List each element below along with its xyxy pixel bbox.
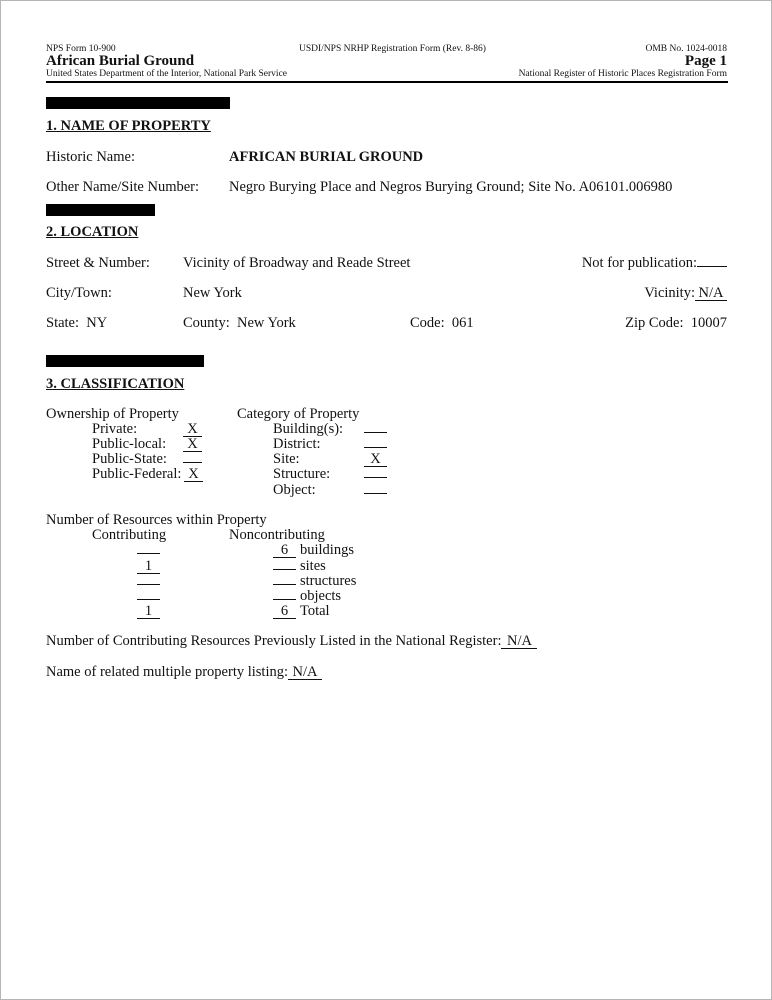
ownership-mark-private: X [183, 423, 202, 437]
not-for-publication-label: Not for publication: [581, 255, 697, 271]
contributing-header: Contributing [92, 527, 167, 543]
omb-number: OMB No. 1024-0018 [645, 44, 727, 54]
ownership-mark-public-federal: X [184, 468, 203, 482]
ownership-label-private: Private: [92, 421, 138, 437]
code-label: Code: [410, 315, 445, 331]
category-label: Category of Property [237, 406, 360, 422]
related-listing-label: Name of related multiple property listing: [46, 664, 289, 680]
state-label: State: [46, 315, 80, 331]
register-name: National Register of Historic Places Registration Form [518, 69, 727, 79]
header-rule [46, 81, 728, 83]
section-bar [46, 355, 204, 367]
form-title: USDI/NPS NRHP Registration Form (Rev. 8-86) [299, 44, 486, 54]
state [46, 315, 107, 332]
section-heading-name: 1. NAME OF PROPERTY [46, 118, 211, 134]
previously-listed-label: Number of Contributing Resources Previously Listed in the National Register: [46, 633, 502, 649]
resource-noncontributing-buildings: 6 [273, 544, 296, 558]
form-number: NPS Form 10-900 [46, 44, 116, 54]
vicinity-label: Vicinity: [644, 285, 695, 301]
vicinity-value: N/A [695, 287, 727, 301]
related-listing [46, 664, 322, 681]
code-value: 061 [451, 315, 474, 331]
previously-listed-value: N/A [501, 635, 537, 649]
county [183, 315, 296, 332]
ownership-mark-public-state [183, 462, 202, 463]
noncontributing-header: Noncontributing [229, 527, 325, 543]
category-label-building: Building(s): [273, 421, 344, 437]
other-name-label: Other Name/Site Number: [46, 179, 200, 195]
zip-value: 10007 [690, 315, 727, 331]
county-value: New York [236, 315, 296, 331]
section-bar [46, 97, 230, 109]
section-heading-classification: 3. CLASSIFICATION [46, 376, 185, 392]
resources-label: Number of Resources within Property [46, 512, 267, 528]
category-label-object: Object: [273, 482, 316, 498]
ownership-label-public-state: Public-State: [92, 451, 167, 467]
state-value: NY [86, 315, 108, 331]
other-name: Negro Burying Place and Negros Burying Ground; Site No. A06101.006980 [229, 179, 673, 195]
code [410, 315, 474, 332]
category-mark-object [364, 493, 387, 494]
zip [625, 315, 727, 332]
resource-type-buildings: buildings [300, 542, 354, 558]
resource-noncontributing-sites [273, 569, 296, 570]
department: United States Department of the Interior, National Park Service [46, 69, 288, 79]
ownership-label-public-federal: Public-Federal: [92, 466, 182, 482]
resource-noncontributing-structures [273, 584, 296, 585]
category-mark-site: X [364, 453, 387, 467]
street-label: Street & Number: [46, 255, 150, 271]
category-mark-building [364, 432, 387, 433]
vicinity [644, 285, 727, 302]
resource-contributing-buildings [137, 553, 160, 554]
ownership-mark-public-local: X [183, 438, 202, 452]
resource-type-total: Total [300, 603, 330, 619]
street-value: Vicinity of Broadway and Reade Street [183, 255, 411, 271]
previously-listed [46, 633, 537, 650]
ownership-label-public-local: Public-local: [92, 436, 167, 452]
resource-type-sites: sites [300, 558, 326, 574]
resource-type-structures: structures [300, 573, 357, 589]
related-listing-value: N/A [288, 666, 322, 680]
not-for-publication-value [697, 266, 727, 267]
city-value: New York [183, 285, 242, 301]
resource-contributing-sites: 1 [137, 560, 160, 574]
zip-label: Zip Code: [625, 315, 684, 331]
resource-noncontributing-total: 6 [273, 605, 296, 619]
resource-contributing-objects [137, 599, 160, 600]
resource-contributing-structures [137, 584, 160, 585]
category-label-district: District: [273, 436, 321, 452]
property-title: African Burial Ground [46, 53, 195, 69]
category-mark-district [364, 447, 387, 448]
category-mark-structure [364, 477, 387, 478]
page-number: Page 1 [684, 53, 727, 69]
ownership-label: Ownership of Property [46, 406, 179, 422]
resource-contributing-total: 1 [137, 605, 160, 619]
historic-name-label: Historic Name: [46, 149, 135, 165]
resource-type-objects: objects [300, 588, 342, 604]
not-for-publication [582, 255, 727, 272]
county-label: County: [183, 315, 230, 331]
section-heading-location: 2. LOCATION [46, 224, 139, 240]
city-label: City/Town: [46, 285, 112, 301]
category-label-structure: Structure: [273, 466, 331, 482]
resource-noncontributing-objects [273, 599, 296, 600]
historic-name: AFRICAN BURIAL GROUND [229, 149, 424, 165]
category-label-site: Site: [273, 451, 300, 467]
section-bar [46, 204, 155, 216]
